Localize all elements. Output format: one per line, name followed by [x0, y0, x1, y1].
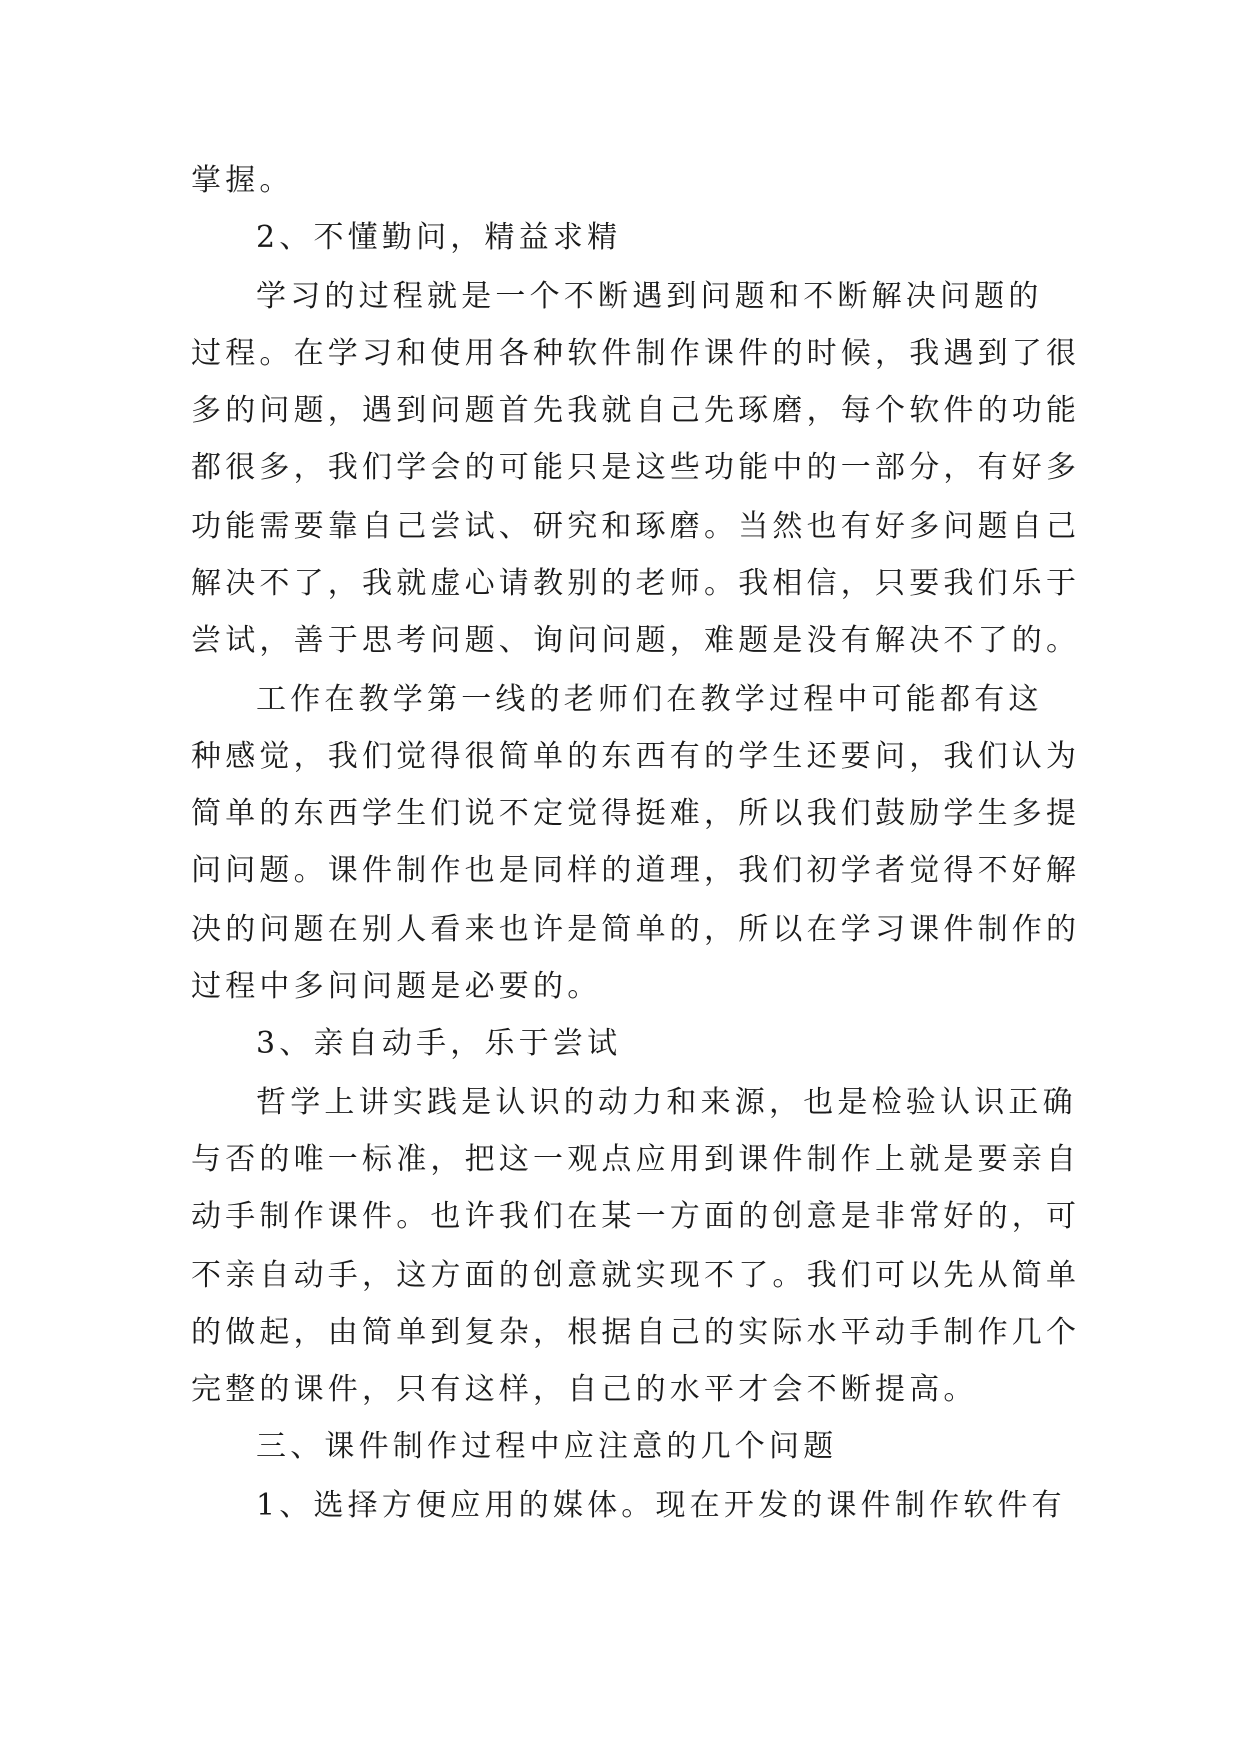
paragraph-line: 尝试，善于思考问题、询问问题，难题是没有解决不了的。 — [191, 623, 1081, 658]
paragraph-line: 功能需要靠自己尝试、研究和琢磨。当然也有好多问题自己 — [191, 509, 1081, 544]
paragraph-line: 问问题。课件制作也是同样的道理，我们初学者觉得不好解 — [191, 853, 1081, 888]
paragraph-line: 与否的唯一标准，把这一观点应用到课件制作上就是要亲自 — [191, 1142, 1081, 1177]
paragraph-line: 种感觉，我们觉得很简单的东西有的学生还要问，我们认为 — [191, 739, 1081, 774]
chapter-heading: 三、课件制作过程中应注意的几个问题 — [256, 1429, 838, 1464]
paragraph-line: 1、选择方便应用的媒体。现在开发的课件制作软件有 — [256, 1488, 1066, 1523]
paragraph-line: 过程中多问问题是必要的。 — [191, 969, 602, 1004]
paragraph-line: 简单的东西学生们说不定觉得挺难，所以我们鼓励学生多提 — [191, 796, 1081, 831]
paragraph-line: 哲学上讲实践是认识的动力和来源，也是检验认识正确 — [256, 1085, 1077, 1120]
paragraph-line: 多的问题，遇到问题首先我就自己先琢磨，每个软件的功能 — [191, 393, 1081, 428]
section-heading-2: 2、不懂勤问，精益求精 — [256, 220, 622, 255]
paragraph-line: 不亲自动手，这方面的创意就实现不了。我们可以先从简单 — [191, 1258, 1081, 1293]
paragraph-line: 掌握。 — [191, 163, 294, 198]
section-heading-3: 3、亲自动手，乐于尝试 — [256, 1026, 622, 1061]
paragraph-line: 动手制作课件。也许我们在某一方面的创意是非常好的，可 — [191, 1199, 1081, 1234]
paragraph-line: 解决不了，我就虚心请教别的老师。我相信，只要我们乐于 — [191, 566, 1081, 601]
paragraph-line: 都很多，我们学会的可能只是这些功能中的一部分，有好多 — [191, 450, 1081, 485]
paragraph-line: 完整的课件，只有这样，自己的水平才会不断提高。 — [191, 1372, 978, 1407]
paragraph-line: 决的问题在别人看来也许是简单的，所以在学习课件制作的 — [191, 912, 1081, 947]
paragraph-line: 工作在教学第一线的老师们在教学过程中可能都有这 — [256, 682, 1043, 717]
paragraph-line: 的做起，由简单到复杂，根据自己的实际水平动手制作几个 — [191, 1315, 1081, 1350]
paragraph-line: 学习的过程就是一个不断遇到问题和不断解决问题的 — [256, 279, 1043, 314]
paragraph-line: 过程。在学习和使用各种软件制作课件的时候，我遇到了很 — [191, 336, 1081, 371]
